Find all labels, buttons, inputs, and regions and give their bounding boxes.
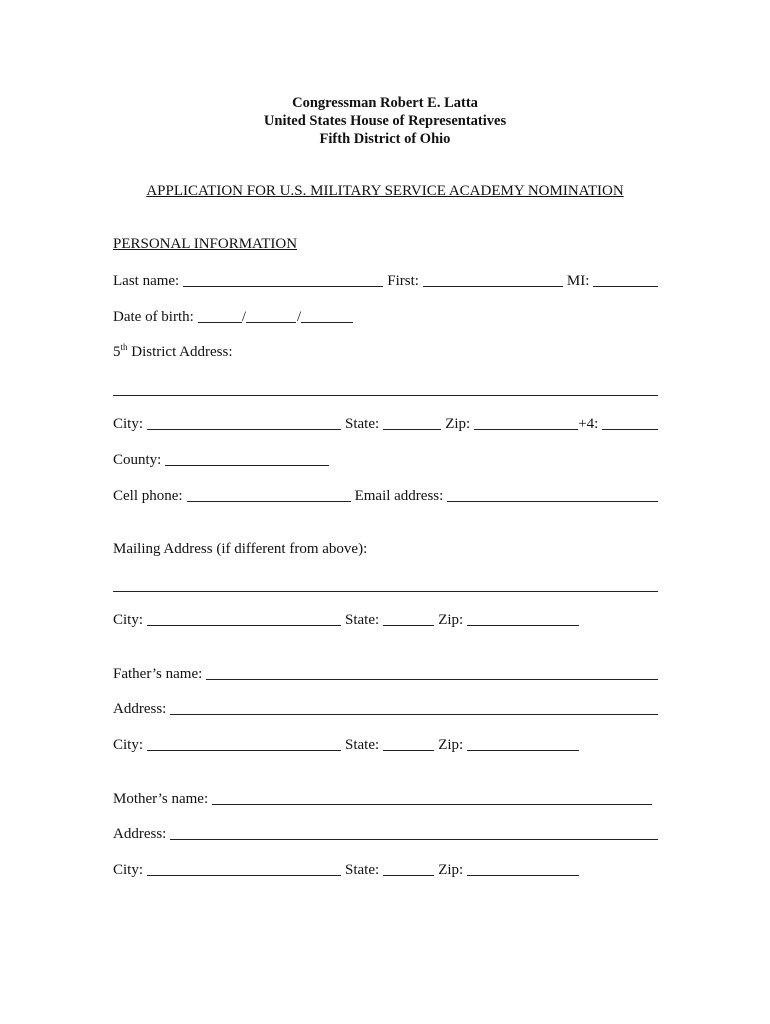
mailing-state-field[interactable] <box>383 611 434 626</box>
state-label: State: <box>345 416 380 432</box>
dob-row <box>113 306 658 326</box>
father-state-field[interactable] <box>383 736 434 751</box>
mailing-city-field[interactable] <box>147 611 341 626</box>
first-name-field[interactable] <box>423 272 563 287</box>
last-name-field[interactable] <box>183 272 383 287</box>
dob-slash-2: / <box>296 309 302 325</box>
dob-label: Date of birth: <box>113 309 194 325</box>
mother-address-field[interactable] <box>170 825 658 840</box>
mother-city-field[interactable] <box>147 861 341 876</box>
last-name-label: Last name: <box>113 273 180 289</box>
mother-zip-label: Zip: <box>438 862 464 878</box>
father-state-label: State: <box>345 737 380 753</box>
name-row <box>113 270 658 290</box>
mother-city-label: City: <box>113 862 144 878</box>
father-address-field[interactable] <box>170 700 658 715</box>
first-name-label: First: <box>387 273 419 289</box>
plus4-label: +4: <box>578 416 599 432</box>
mother-address-label: Address: <box>113 826 167 842</box>
zip-label: Zip: <box>445 416 471 432</box>
mother-address-row <box>113 823 658 843</box>
mother-name-row <box>113 788 658 808</box>
section-personal-information: PERSONAL INFORMATION <box>113 236 298 252</box>
cell-phone-label: Cell phone: <box>113 488 183 504</box>
county-field[interactable] <box>165 451 329 466</box>
zip-field[interactable] <box>474 415 578 430</box>
father-zip-label: Zip: <box>438 737 464 753</box>
header-house: United States House of Representatives <box>263 113 507 129</box>
father-address-label: Address: <box>113 701 167 717</box>
father-address-row <box>113 698 658 718</box>
email-field[interactable] <box>447 487 658 502</box>
mother-city-row <box>113 859 658 879</box>
cell-phone-field[interactable] <box>187 487 351 502</box>
email-label: Email address: <box>354 488 444 504</box>
father-city-label: City: <box>113 737 144 753</box>
mi-label: MI: <box>566 273 590 289</box>
dob-day-field[interactable] <box>246 308 296 323</box>
district-address-row <box>113 341 658 361</box>
mailing-zip-label: Zip: <box>438 612 464 628</box>
county-label: County: <box>113 452 162 468</box>
mother-state-label: State: <box>345 862 380 878</box>
mother-zip-field[interactable] <box>467 861 579 876</box>
county-row <box>113 449 658 469</box>
mailing-address-label: Mailing Address (if different from above): <box>113 541 368 557</box>
header-congressman: Congressman Robert E. Latta <box>292 95 478 111</box>
plus4-field[interactable] <box>602 415 658 430</box>
father-zip-field[interactable] <box>467 736 579 751</box>
mailing-state-label: State: <box>345 612 380 628</box>
mailing-city-row <box>113 609 658 629</box>
state-field[interactable] <box>383 415 441 430</box>
district-address-label: 5th District Address: <box>113 342 233 360</box>
mailing-city-label: City: <box>113 612 144 628</box>
mailing-address-field[interactable] <box>113 591 658 592</box>
father-city-field[interactable] <box>147 736 341 751</box>
mother-name-field[interactable] <box>212 790 652 805</box>
mother-name-label: Mother’s name: <box>113 791 209 807</box>
dob-year-field[interactable] <box>301 308 353 323</box>
district-address-field[interactable] <box>113 395 658 396</box>
dob-slash-1: / <box>241 309 246 325</box>
city-state-zip-row <box>113 413 658 433</box>
father-name-row <box>113 663 658 683</box>
mi-field[interactable] <box>593 272 658 287</box>
mailing-zip-field[interactable] <box>467 611 579 626</box>
mother-state-field[interactable] <box>383 861 434 876</box>
father-city-row <box>113 734 658 754</box>
header-district: Fifth District of Ohio <box>319 131 451 147</box>
father-name-label: Father’s name: <box>113 666 203 682</box>
dob-month-field[interactable] <box>198 308 242 323</box>
contact-row <box>113 485 658 505</box>
mailing-address-row <box>113 538 658 558</box>
city-label: City: <box>113 416 144 432</box>
city-field[interactable] <box>147 415 341 430</box>
father-name-field[interactable] <box>206 665 658 680</box>
form-title: APPLICATION FOR U.S. MILITARY SERVICE ACADEMY NOMINATION <box>146 183 624 199</box>
